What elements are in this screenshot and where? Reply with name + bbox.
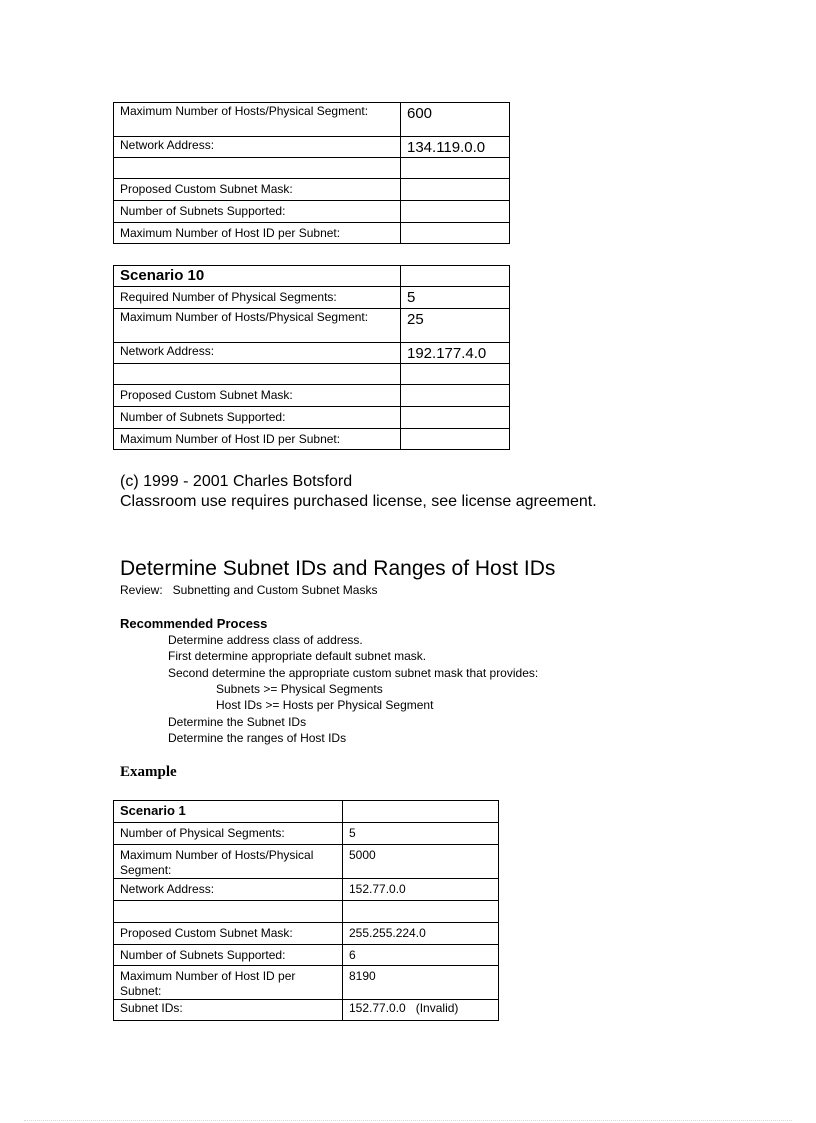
table-row (114, 179, 510, 201)
scenario-title: Scenario 1 (114, 801, 343, 823)
process-title: Recommended Process (120, 616, 268, 631)
table-row (114, 364, 510, 385)
scenario-10-table (113, 265, 510, 450)
row-label: Number of Subnets Supported: (114, 407, 401, 429)
review-line: Review: Subnetting and Custom Subnet Masks (120, 583, 378, 597)
row-value: 5 (343, 823, 499, 845)
row-value (401, 201, 510, 223)
row-label: Proposed Custom Subnet Mask: (114, 385, 401, 407)
row-value: 134.119.0.0 (401, 137, 510, 158)
process-step: Determine the Subnet IDs (168, 715, 307, 729)
row-label: Maximum Number of Hosts/Physical Segment: (114, 309, 401, 343)
table-row (114, 879, 499, 901)
table-row (114, 287, 510, 309)
scenario-1-table (113, 800, 499, 1021)
row-label: Maximum Number of Hosts/Physical Segment: (114, 845, 343, 879)
process-step: Second determine the appropriate custom subnet mask that provides: (168, 666, 539, 680)
row-value: 6 (343, 945, 499, 966)
page-bottom-rule (24, 1120, 792, 1121)
process-substep: Host IDs >= Hosts per Physical Segment (216, 698, 434, 712)
row-value: 5000 (343, 845, 499, 879)
row-label (114, 901, 343, 923)
row-label: Network Address: (114, 343, 401, 364)
row-value (401, 179, 510, 201)
row-label: Required Number of Physical Segments: (114, 287, 401, 309)
row-value: 255.255.224.0 (343, 923, 499, 945)
table-row (114, 901, 499, 923)
row-value: 152.77.0.0 (Invalid) (343, 1000, 499, 1021)
row-value (401, 385, 510, 407)
process-step: First determine appropriate default subnet mask. (168, 649, 427, 663)
row-label: Maximum Number of Hosts/Physical Segment: (114, 103, 401, 137)
copyright-line: (c) 1999 - 2001 Charles Botsford (120, 473, 353, 490)
row-label (114, 364, 401, 385)
copyright-notice (120, 472, 597, 512)
table-row (114, 103, 510, 137)
row-label: Number of Physical Segments: (114, 823, 343, 845)
table-header-row (114, 266, 510, 287)
row-label (114, 158, 401, 179)
table-row (114, 223, 510, 244)
row-value: 25 (401, 309, 510, 343)
row-label: Number of Subnets Supported: (114, 201, 401, 223)
row-value: 600 (401, 103, 510, 137)
scenario-title: Scenario 10 (114, 266, 401, 287)
row-value (401, 429, 510, 450)
table-row (114, 823, 499, 845)
row-label: Network Address: (114, 137, 401, 158)
row-label: Proposed Custom Subnet Mask: (114, 923, 343, 945)
row-label: Network Address: (114, 879, 343, 901)
table-row (114, 966, 499, 1000)
table-row (114, 343, 510, 364)
process-step: Determine address class of address. (168, 633, 363, 647)
row-label: Maximum Number of Host ID per Subnet: (114, 429, 401, 450)
row-value (401, 364, 510, 385)
table-row (114, 407, 510, 429)
table-row (114, 309, 510, 343)
table-row (114, 158, 510, 179)
section-heading: Determine Subnet IDs and Ranges of Host IDs (120, 557, 556, 580)
row-value (401, 407, 510, 429)
row-label: Maximum Number of Host ID per Subnet: (114, 223, 401, 244)
row-value: 192.177.4.0 (401, 343, 510, 364)
table-row (114, 1000, 499, 1021)
table-row (114, 945, 499, 966)
table-row (114, 137, 510, 158)
scenario-9-table (113, 102, 510, 244)
row-value (343, 801, 499, 823)
row-label: Subnet IDs: (114, 1000, 343, 1021)
table-row (114, 429, 510, 450)
table-row (114, 201, 510, 223)
row-value: 8190 (343, 966, 499, 1000)
row-value: 152.77.0.0 (343, 879, 499, 901)
row-value (401, 223, 510, 244)
process-step: Determine the ranges of Host IDs (168, 731, 347, 745)
row-label: Proposed Custom Subnet Mask: (114, 179, 401, 201)
row-value (401, 158, 510, 179)
row-value (343, 901, 499, 923)
table-header-row (114, 801, 499, 823)
table-row (114, 385, 510, 407)
process-substep: Subnets >= Physical Segments (216, 682, 383, 696)
row-value (401, 266, 510, 287)
example-title: Example (120, 764, 177, 780)
row-label: Maximum Number of Host ID per Subnet: (114, 966, 343, 1000)
license-line: Classroom use requires purchased license, see license agreement. (120, 493, 597, 510)
row-label: Number of Subnets Supported: (114, 945, 343, 966)
table-row (114, 923, 499, 945)
table-row (114, 845, 499, 879)
row-value: 5 (401, 287, 510, 309)
